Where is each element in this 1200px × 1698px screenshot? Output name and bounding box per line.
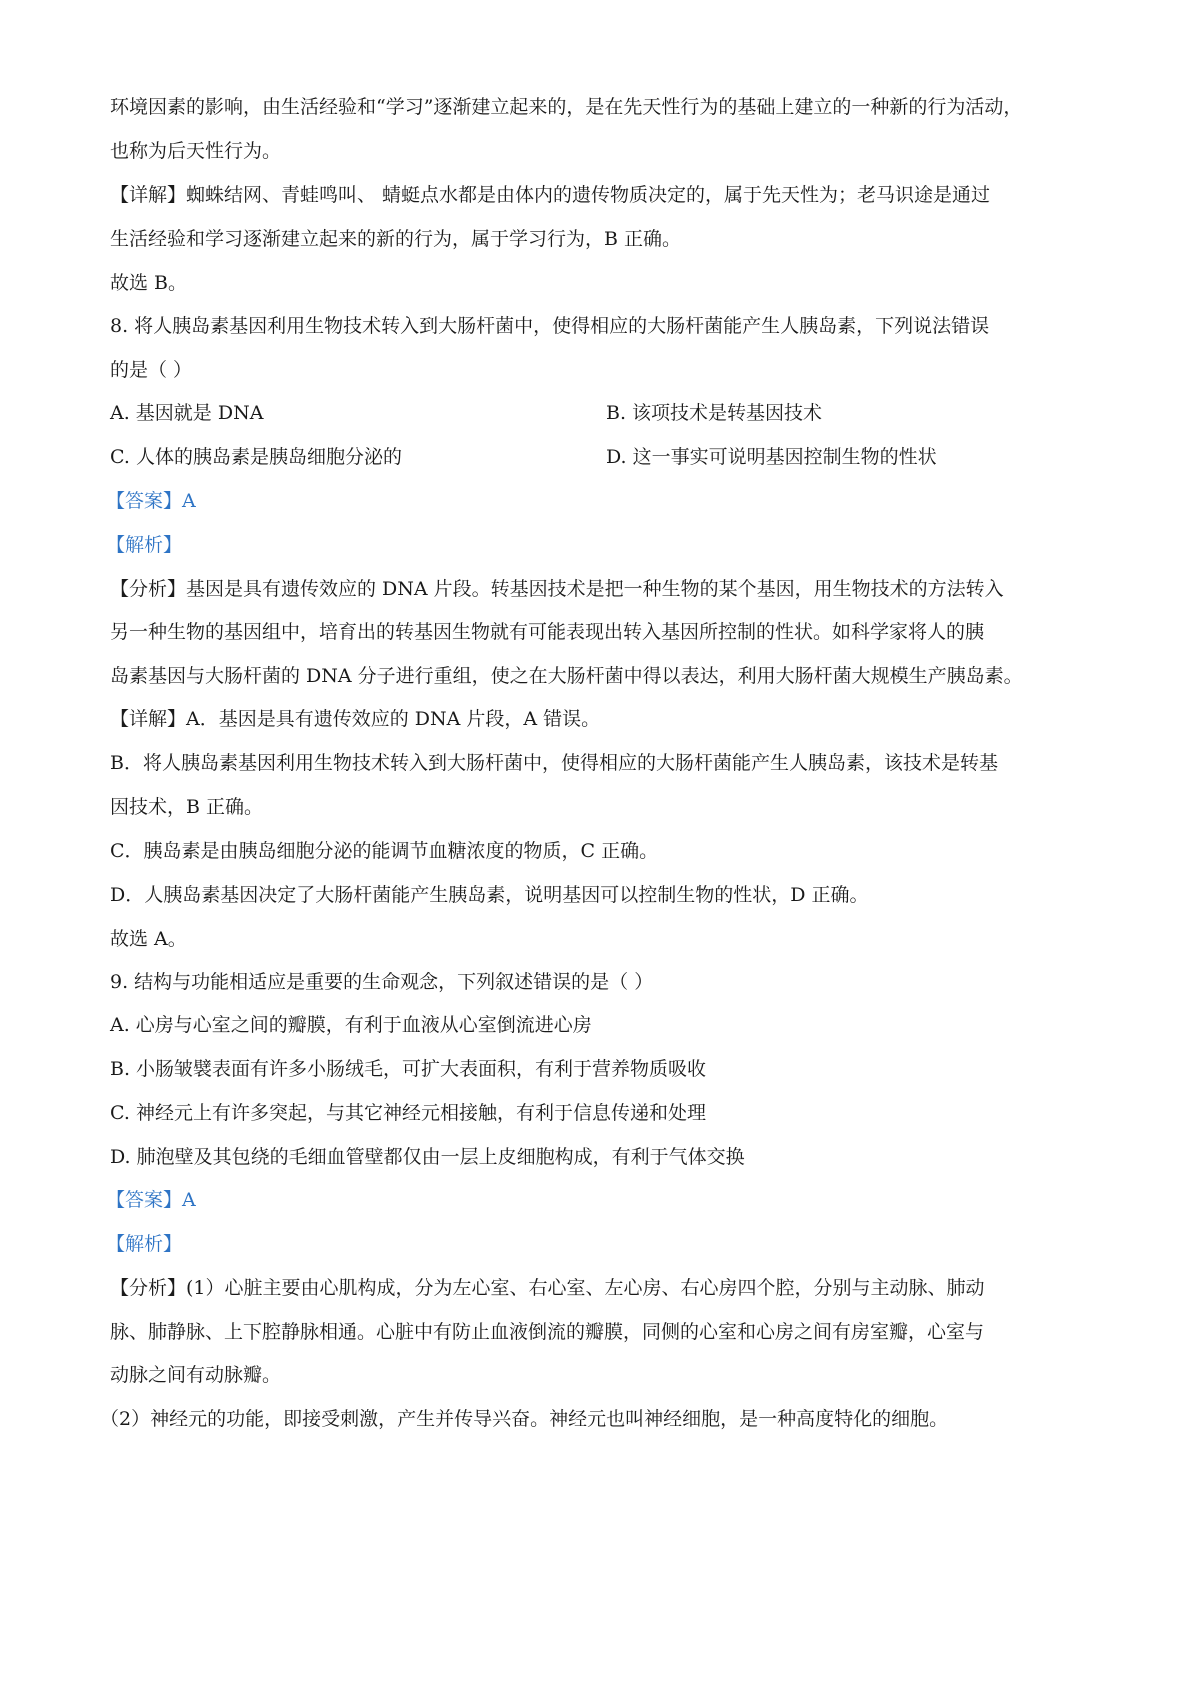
- q9-analysis-point-2: （2）神经元的功能，即接受刺激，产生并传导兴奋。神经元也叫神经细胞，是一种高度特化的细胞。: [100, 1408, 949, 1430]
- q8-option-b: B. 该项技术是转基因技术: [606, 402, 823, 424]
- q9-analysis-label: 【解析】: [106, 1233, 183, 1255]
- q8-option-c: C. 人体的胰岛素是胰岛细胞分泌的: [110, 446, 402, 468]
- q8-analysis-label: 【解析】: [106, 534, 183, 556]
- q8-detail-a: 【详解】A．基因是具有遗传效应的 DNA 片段，A 错误。: [110, 708, 601, 730]
- question-8-stem-cont: 的是（ ）: [110, 359, 193, 381]
- q9-option-b: B. 小肠皱襞表面有许多小肠绒毛，可扩大表面积，有利于营养物质吸收: [110, 1058, 707, 1080]
- text-line: 环境因素的影响，由生活经验和“学习”逐渐建立起来的，是在先天性行为的基础上建立的一种新的行为活动，: [110, 96, 1023, 118]
- q8-detail-d: D．人胰岛素基因决定了大肠杆菌能产生胰岛素，说明基因可以控制生物的性状，D 正确。: [110, 884, 869, 906]
- q8-detail-b: B．将人胰岛素基因利用生物技术转入到大肠杆菌中，使得相应的大肠杆菌能产生人胰岛素，该技术是转基: [110, 752, 998, 774]
- q9-option-a: A. 心房与心室之间的瓣膜，有利于血液从心室倒流进心房: [110, 1014, 592, 1036]
- conclusion-line: 故选 B。: [110, 272, 188, 294]
- q8-conclusion: 故选 A。: [110, 928, 187, 950]
- q8-detail-c: C．胰岛素是由胰岛细胞分泌的能调节血糖浓度的物质，C 正确。: [110, 840, 659, 862]
- text-line: 生活经验和学习逐渐建立起来的新的行为，属于学习行为，B 正确。: [110, 228, 682, 250]
- text-line: 也称为后天性行为。: [110, 140, 282, 162]
- q8-detail-b-cont: 因技术，B 正确。: [110, 796, 264, 818]
- q8-analysis-text: 岛素基因与大肠杆菌的 DNA 分子进行重组，使之在大肠杆菌中得以表达，利用大肠杆菌大规模生产胰岛素。: [110, 665, 1023, 687]
- question-8-stem: 8. 将人胰岛素基因利用生物技术转入到大肠杆菌中，使得相应的大肠杆菌能产生人胰岛素，下列说法错误: [110, 315, 990, 337]
- q9-analysis-text: 【分析】(1）心脏主要由心肌构成，分为左心室、右心室、左心房、右心房四个腔，分别与主动脉、肺动: [110, 1277, 985, 1299]
- q9-analysis-text: 脉、肺静脉、上下腔静脉相通。心脏中有防止血液倒流的瓣膜，同侧的心室和心房之间有房室瓣，心室与: [110, 1321, 985, 1343]
- q8-option-a: A. 基因就是 DNA: [110, 402, 264, 424]
- q8-analysis-text: 【分析】基因是具有遗传效应的 DNA 片段。转基因技术是把一种生物的某个基因，用生物技术的方法转入: [110, 578, 1004, 600]
- detail-line: 【详解】蜘蛛结网、青蛙鸣叫、 蜻蜓点水都是由体内的遗传物质决定的，属于先天性为；老马识途是通过: [110, 184, 991, 206]
- q9-option-d: D. 肺泡壁及其包绕的毛细血管壁都仅由一层上皮细胞构成，有利于气体交换: [110, 1146, 745, 1168]
- q8-option-d: D. 这一事实可说明基因控制生物的性状: [606, 446, 937, 468]
- q8-answer-label: 【答案】A: [106, 490, 196, 512]
- question-9-stem: 9. 结构与功能相适应是重要的生命观念，下列叙述错误的是（ ）: [110, 971, 654, 993]
- q9-answer-label: 【答案】A: [106, 1189, 196, 1211]
- q9-option-c: C. 神经元上有许多突起，与其它神经元相接触，有利于信息传递和处理: [110, 1102, 706, 1124]
- q9-analysis-text: 动脉之间有动脉瓣。: [110, 1364, 282, 1386]
- q8-analysis-text: 另一种生物的基因组中，培育出的转基因生物就有可能表现出转入基因所控制的性状。如科学家将人的胰: [110, 621, 985, 643]
